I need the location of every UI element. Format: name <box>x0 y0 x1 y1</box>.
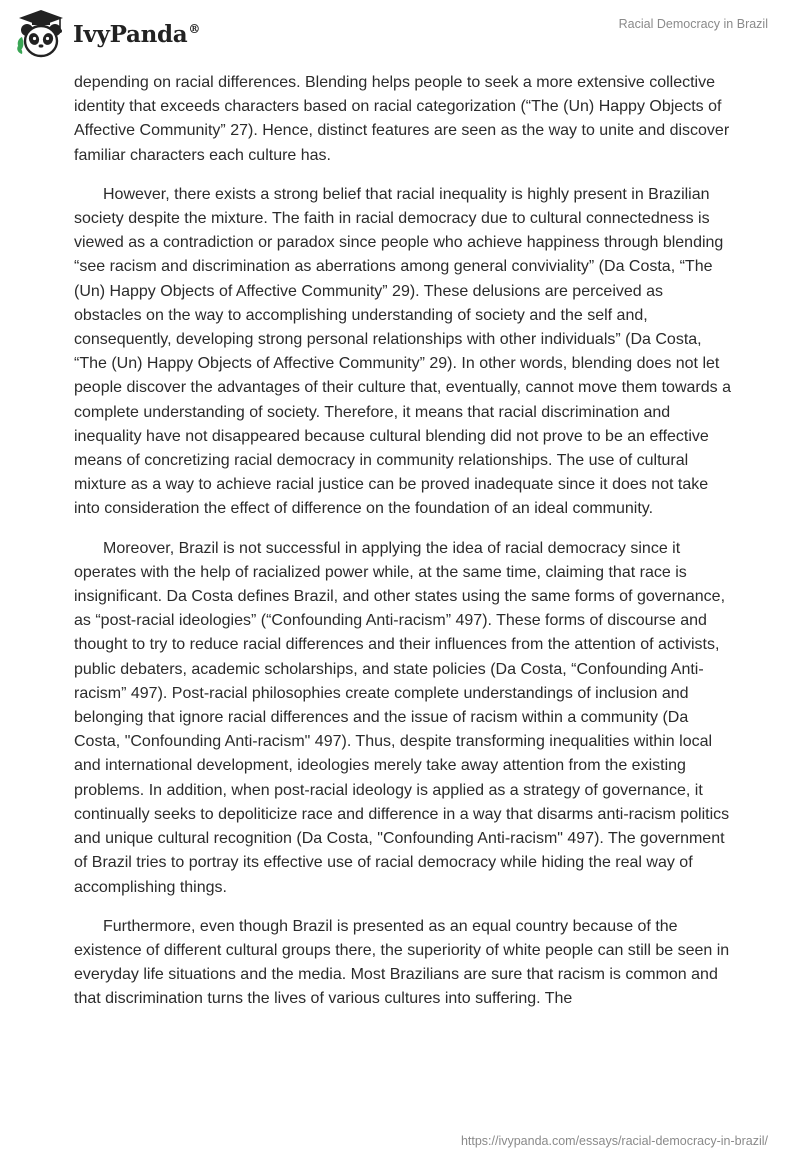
panda-graduate-icon <box>13 6 69 62</box>
paragraph: However, there exists a strong belief that racial inequality is highly present in Brazilian society despite the mixture. The faith in racial democracy due to cultural connectedness is viewed as a contradiction or paradox since people who achieve happiness through blending “see racism and discrimination as aberrations among general conviviality” (Da Costa, “The (Un) Happy Objects of Affective Community” 29). These delusions are perceived as obstacles on the way to accomplishing understanding of society and the self and, consequently, developing strong personal relationships with other individuals” (Da Costa, “The (Un) Happy Objects of Affective Community” 29). In other words, blending does not let people discover the advantages of their culture that, eventually, cannot move them towards a complete understanding of society. Therefore, it means that racial discrimination and inequality have not disappeared because cultural blending did not prove to be an effective means of concretizing racial democracy in community relationships. The use of cultural mixture as a way to achieve racial justice can be proved inadequate since it does not take into consideration the effect of difference on the foundation of an ideal community. <box>74 185 731 518</box>
essay-body <box>74 71 734 1027</box>
source-url[interactable]: https://ivypanda.com/essays/racial-democracy-in-brazil/ <box>460 1134 768 1148</box>
document-title: Racial Democracy in Brazil <box>618 17 768 31</box>
brand-logo[interactable] <box>13 6 200 62</box>
paragraph-continuation: depending on racial differences. Blending helps people to seek a more extensive collective identity that exceeds characters based on racial categorization (“The (Un) Happy Objects of Affective Community” 27). Hence, distinct features are seen as the way to unite and discover familiar characters each culture has. <box>74 74 730 164</box>
paragraph: Moreover, Brazil is not successful in applying the idea of racial democracy since it operates with the help of racialized power while, at the same time, claiming that race is insignificant. Da Costa defines Brazil, and other states using the same forms of governance, as “post-racial ideologies” (“Confounding Anti-racism” 497). These forms of discourse and thought to try to reduce racial differences and their influences from the attention of activists, public debaters, academic scholarships, and state policies (Da Costa, “Confounding Anti-racism” 497). Post-racial philosophies create complete understandings of inclusion and belonging that ignore racial differences and the issue of racism within a community (Da Costa, "Confounding Anti-racism" 497). Thus, despite transforming inequalities within local and international development, ideologies merely take away attention from the existing problems. In addition, when post-racial ideology is applied as a strategy of governance, it continually seeks to depoliticize race and difference in a way that disarms anti-racism politics and unique cultural recognition (Da Costa, "Confounding Anti-racism" 497). The government of Brazil tries to portray its effective use of racial democracy while hiding the real way of accomplishing things. <box>74 539 730 896</box>
brand-name: IvyPanda® <box>73 20 201 48</box>
page-header <box>0 0 800 70</box>
paragraph: Furthermore, even though Brazil is presented as an equal country because of the existence of different cultural groups there, the superiority of white people can still be seen in everyday life situations and the media. Most Brazilians are sure that racism is common and that discrimination turns the lives of various cultures into suffering. The <box>74 917 730 1008</box>
